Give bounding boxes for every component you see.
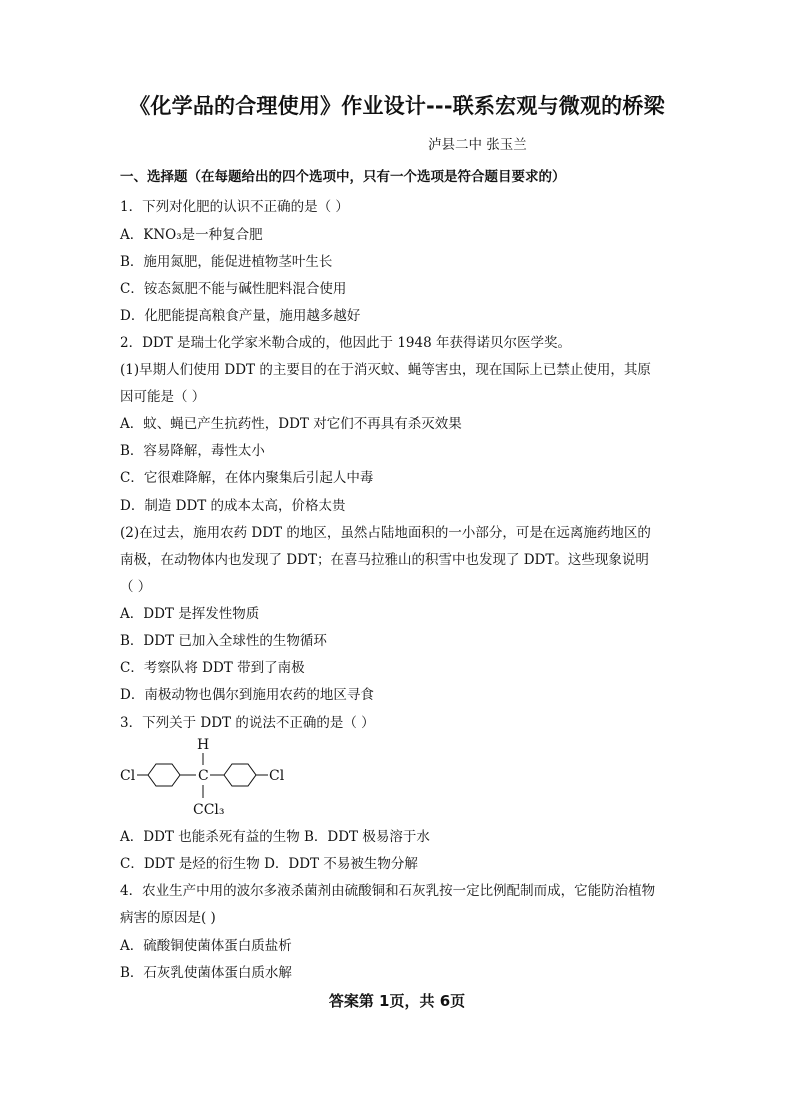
q4-option-b: B．石灰乳使菌体蛋白质水解: [120, 965, 292, 981]
q1-option-c: C．铵态氮肥不能与碱性肥料混合使用: [120, 281, 347, 297]
q4-option-a: A．硫酸铜使菌体蛋白质盐析: [120, 938, 292, 954]
mol-cl-right-label: Cl: [269, 768, 285, 784]
q2-part2-option-b: B．DDT 已加入全球性的生物循环: [120, 633, 327, 649]
mol-h-label: H: [197, 737, 210, 753]
author-line: 泸县二中 张玉兰: [428, 137, 527, 153]
mol-c-label: C: [198, 768, 209, 784]
q1-option-a: A．KNO₃是一种复合肥: [120, 227, 263, 243]
q2-part1-option-b: B．容易降解，毒性太小: [120, 443, 265, 459]
q2-part2-line1: (2)在过去，施用农药 DDT 的地区，虽然占陆地面积的一小部分，可是在远离施药地区的: [120, 525, 651, 541]
q1-option-b: B．施用氮肥，能促进植物茎叶生长: [120, 254, 333, 270]
q2-part2-option-c: C．考察队将 DDT 带到了南极: [120, 660, 305, 676]
q3-stem: 3．下列关于 DDT 的说法不正确的是（ ）: [120, 715, 375, 731]
q2-part2-option-d: D．南极动物也偶尔到施用农药的地区寻食: [120, 687, 374, 703]
q2-part1-line2: 因可能是（ ）: [120, 389, 206, 405]
q3-options-cd: C．DDT 是烃的衍生物 D．DDT 不易被生物分解: [120, 856, 418, 872]
q1-stem: 1．下列对化肥的认识不正确的是（ ）: [120, 199, 349, 215]
q4-stem-line2: 病害的原因是( ): [120, 910, 216, 926]
benzene-ring-left: [148, 764, 180, 786]
q2-part1-option-d: D．制造 DDT 的成本太高，价格太贵: [120, 498, 346, 514]
section-heading: 一、选择题（在每题给出的四个选项中，只有一个选项是符合题目要求的）: [120, 169, 566, 185]
q2-part2-line3: （ ）: [120, 579, 152, 595]
mol-cl-left-label: Cl: [120, 768, 136, 784]
page-footer: 答案第 1页，共 6页: [328, 992, 466, 1010]
q2-part1-line1: (1)早期人们使用 DDT 的主要目的在于消灭蚊、蝇等害虫，现在国际上已禁止使用，其原: [120, 362, 651, 378]
q1-option-d: D．化肥能提高粮食产量，施用越多越好: [120, 308, 361, 324]
mol-ccl3-label: CCl₃: [193, 802, 225, 818]
q2-part2-line2: 南极，在动物体内也发现了 DDT；在喜马拉雅山的积雪中也发现了 DDT。这些现象说明: [120, 552, 649, 568]
q2-stem: 2．DDT 是瑞士化学家米勒合成的，他因此于 1948 年获得诺贝尔医学奖。: [120, 335, 571, 351]
q2-part2-option-a: A．DDT 是挥发性物质: [120, 606, 260, 622]
benzene-ring-right: [224, 764, 256, 786]
ddt-structure-diagram: [118, 732, 298, 822]
q4-stem-line1: 4．农业生产中用的波尔多液杀菌剂由硫酸铜和石灰乳按一定比例配制而成，它能防治植物: [120, 883, 656, 899]
document-title: 《化学品的合理使用》作业设计---联系宏观与微观的桥梁: [129, 94, 665, 118]
q2-part1-option-a: A．蚊、蝇已产生抗药性，DDT 对它们不再具有杀灭效果: [120, 416, 462, 432]
q3-options-ab: A．DDT 也能杀死有益的生物 B．DDT 极易溶于水: [120, 829, 430, 845]
q2-part1-option-c: C．它很难降解，在体内聚集后引起人中毒: [120, 470, 374, 486]
